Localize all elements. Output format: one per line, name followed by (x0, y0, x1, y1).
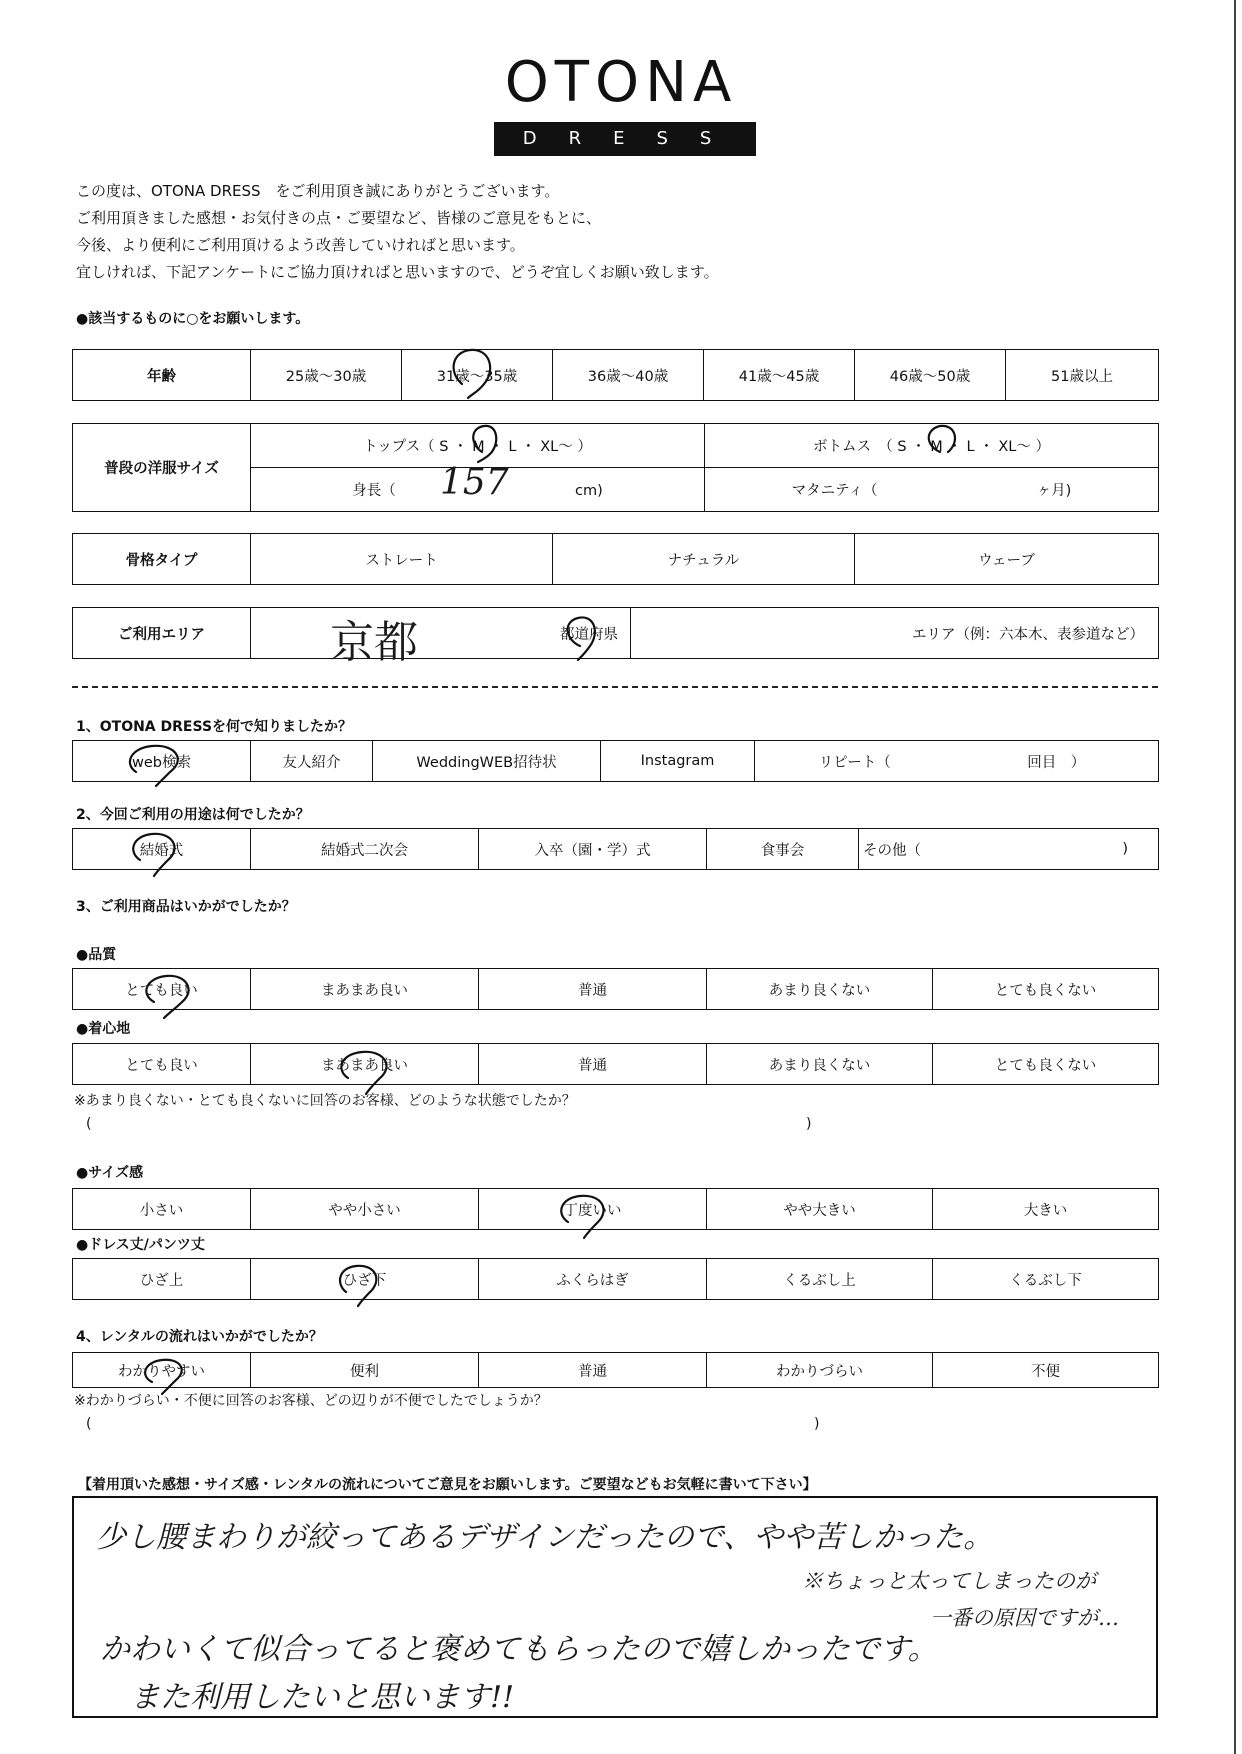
q1-option-selected[interactable]: web検索 (73, 741, 251, 782)
comfort-option[interactable]: とても良い (73, 1044, 251, 1085)
q4-option[interactable]: 不便 (933, 1353, 1159, 1388)
length-option[interactable]: くるぶし下 (933, 1259, 1159, 1300)
length-option[interactable]: ふくらはぎ (479, 1259, 707, 1300)
bottoms-size-options[interactable]: ボトムス （ S ・ M ・ L ・ XL～ ） (705, 424, 1159, 468)
intro-line: 宜しければ、下記アンケートにご協力頂ければと思いますので、どうぞ宜しくお願い致します。 (76, 263, 719, 281)
age-option[interactable]: 46歳～50歳 (855, 350, 1006, 401)
scan-edge-line (1234, 0, 1236, 1754)
q1-option[interactable]: 友人紹介 (251, 741, 373, 782)
size-feel-option[interactable]: やや小さい (251, 1189, 479, 1230)
q4-option[interactable]: 普通 (479, 1353, 707, 1388)
comment-line-4: かわいくて似合ってると褒めてもらったので嬉しかったです。 (100, 1632, 938, 1667)
q2-title: 2、今回ご利用の用途は何でしたか？ (76, 807, 310, 823)
q4-note: ※わかりづらい・不便に回答のお客様、どの辺りが不便でしたでしょうか？ (74, 1393, 548, 1409)
prefecture-handwritten: 京都 (330, 617, 418, 668)
q3-title: 3、ご利用商品はいかがでしたか？ (76, 899, 296, 915)
logo-wordmark: OTONA (504, 50, 738, 115)
age-option[interactable]: 51歳以上 (1006, 350, 1159, 401)
age-option[interactable]: 25歳～30歳 (251, 350, 402, 401)
quality-option[interactable]: あまり良くない (707, 969, 933, 1010)
size-feel-table (72, 1188, 1159, 1230)
q4-paren-close: ) (814, 1416, 820, 1432)
logo-dress-bar: DRESS (494, 122, 756, 156)
q4-table (72, 1352, 1159, 1388)
prefecture-field[interactable] (251, 608, 631, 659)
quality-option[interactable]: とても良くない (933, 969, 1159, 1010)
area-label: ご利用エリア (73, 608, 251, 659)
q2-other-close[interactable]: ) (1009, 829, 1159, 870)
age-option-selected[interactable]: 31歳～35歳 (402, 350, 553, 401)
maternity-unit: ヶ月) (1036, 483, 1072, 499)
length-option[interactable]: くるぶし上 (707, 1259, 933, 1300)
body-type-option[interactable]: ナチュラル (553, 534, 855, 585)
q4-option[interactable]: 便利 (251, 1353, 479, 1388)
q1-option[interactable]: Instagram (601, 741, 755, 782)
size-feel-label: ●サイズ感 (76, 1165, 144, 1181)
quality-option-selected[interactable]: とても良い (73, 969, 251, 1010)
q2-option[interactable]: 食事会 (707, 829, 859, 870)
maternity-field[interactable] (705, 468, 1159, 512)
age-option[interactable]: 41歳～45歳 (704, 350, 855, 401)
body-type-option[interactable]: ストレート (251, 534, 553, 585)
quality-table (72, 968, 1159, 1010)
quality-option[interactable]: 普通 (479, 969, 707, 1010)
q2-option-selected[interactable]: 結婚式 (73, 829, 251, 870)
length-option[interactable]: ひざ上 (73, 1259, 251, 1300)
height-unit: cm) (574, 483, 603, 499)
length-label: ●ドレス丈/パンツ丈 (76, 1237, 205, 1253)
dashed-divider (72, 686, 1158, 688)
age-option[interactable]: 36歳～40歳 (553, 350, 704, 401)
body-type-label: 骨格タイプ (73, 534, 251, 585)
size-feel-option-selected[interactable]: 丁度いい (479, 1189, 707, 1230)
size-feel-option[interactable]: やや大きい (707, 1189, 933, 1230)
q1-title: 1、OTONA DRESSを何で知りましたか？ (76, 719, 353, 735)
q1-option[interactable]: WeddingWEB招待状 (373, 741, 601, 782)
q2-option[interactable]: 結婚式二次会 (251, 829, 479, 870)
height-label: 身長（ (352, 483, 396, 499)
length-table (72, 1258, 1159, 1300)
q1-repeat-count[interactable]: 回目 ） (955, 741, 1159, 782)
comment-line-1: 少し腰まわりが絞ってあるデザインだったので、やや苦しかった。 (96, 1520, 994, 1555)
intro-text (76, 178, 1076, 286)
q2-other-option[interactable]: その他（ (859, 829, 1009, 870)
comment-line-5: また利用したいと思います!! (130, 1680, 515, 1715)
q4-paren-open: ( (86, 1416, 92, 1432)
q4-option-selected[interactable]: わかりやすい (73, 1353, 251, 1388)
q2-option[interactable]: 入卒（園・学）式 (479, 829, 707, 870)
body-type-option[interactable]: ウェーブ (855, 534, 1159, 585)
size-feel-option[interactable]: 大きい (933, 1189, 1159, 1230)
maternity-label: マタニティ（ (791, 483, 878, 499)
q1-table (72, 740, 1159, 782)
area-table (72, 607, 1159, 659)
q4-title: 4、レンタルの流れはいかがでしたか？ (76, 1329, 323, 1345)
age-label: 年齢 (73, 350, 251, 401)
intro-line: ご利用頂きました感想・お気付きの点・ご要望など、皆様のご意見をもとに、 (76, 209, 602, 227)
q2-table (72, 828, 1159, 870)
prefecture-suffix: 都道府県 (560, 626, 618, 643)
quality-option[interactable]: まあまあ良い (251, 969, 479, 1010)
comfort-option[interactable]: 普通 (479, 1044, 707, 1085)
comfort-note: ※あまり良くない・とても良くないに回答のお客様、どのような状態でしたか？ (74, 1093, 576, 1109)
instruction-heading: ●該当するものに○をお願いします。 (76, 311, 310, 327)
comment-line-3: 一番の原因ですが… (930, 1606, 1119, 1630)
intro-line: この度は、OTONA DRESS をご利用頂き誠にありがとうございます。 (76, 182, 560, 200)
q1-repeat-option[interactable]: リピート（ (755, 741, 955, 782)
q4-option[interactable]: わかりづらい (707, 1353, 933, 1388)
body-type-table (72, 533, 1159, 585)
size-feel-option[interactable]: 小さい (73, 1189, 251, 1230)
comfort-option-selected[interactable]: まあまあ良い (251, 1044, 479, 1085)
comfort-option[interactable]: とても良くない (933, 1044, 1159, 1085)
area-hint[interactable]: エリア（例：六本木、表参道など） (631, 608, 1159, 659)
quality-label: ●品質 (76, 947, 117, 963)
size-table (72, 423, 1159, 512)
comment-line-2: ※ちょっと太ってしまったのが (802, 1569, 1096, 1593)
comfort-table (72, 1043, 1159, 1085)
height-handwritten: 157 (440, 462, 509, 503)
tops-size-options[interactable]: トップス（ S ・ M ・ L ・ XL～ ） (251, 424, 705, 468)
size-label: 普段の洋服サイズ (73, 424, 251, 512)
intro-line: 今後、より便利にご利用頂けるよう改善していければと思います。 (76, 236, 525, 254)
comfort-paren-close: ) (806, 1116, 812, 1132)
comfort-paren-open: ( (86, 1116, 92, 1132)
length-option-selected[interactable]: ひざ下 (251, 1259, 479, 1300)
age-table (72, 349, 1159, 401)
comment-title: 【着用頂いた感想・サイズ感・レンタルの流れについてご意見をお願いします。ご要望などもお気軽に書いて下さい】 (78, 1477, 817, 1493)
comfort-label: ●着心地 (76, 1021, 131, 1037)
comfort-option[interactable]: あまり良くない (707, 1044, 933, 1085)
